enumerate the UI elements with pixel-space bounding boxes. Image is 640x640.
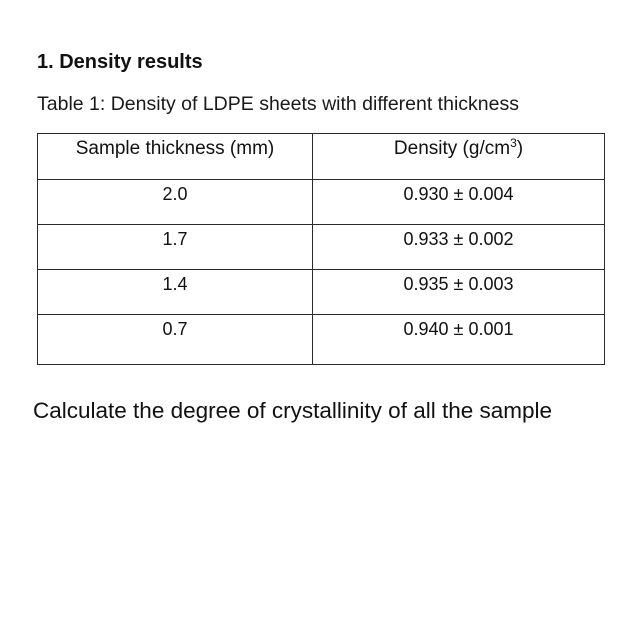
cell-thickness: 1.7 [38,225,313,270]
table-row [38,225,605,270]
header-density [313,134,605,180]
cell-density: 0.930 ± 0.004 [313,180,605,225]
header-density-superscript: 3 [510,136,517,150]
table-row [38,270,605,315]
header-density-prefix: Density (g/cm [393,138,511,159]
header-density-suffix: ) [516,138,524,159]
question-text: Calculate the degree of crystallinity of all the sample [33,398,553,423]
table-row [38,180,605,225]
cell-thickness: 1.4 [38,270,313,315]
section-heading: 1. Density results [37,51,203,73]
cell-density: 0.940 ± 0.001 [313,315,605,365]
table-header-row [38,134,605,180]
cell-thickness: 0.7 [38,315,313,365]
cell-density: 0.933 ± 0.002 [313,225,605,270]
table-row [38,315,605,365]
table-caption: Table 1: Density of LDPE sheets with different thickness [37,93,519,115]
cell-thickness: 2.0 [38,180,313,225]
density-table [37,133,605,365]
header-sample-thickness: Sample thickness (mm) [38,134,313,180]
cell-density: 0.935 ± 0.003 [313,270,605,315]
